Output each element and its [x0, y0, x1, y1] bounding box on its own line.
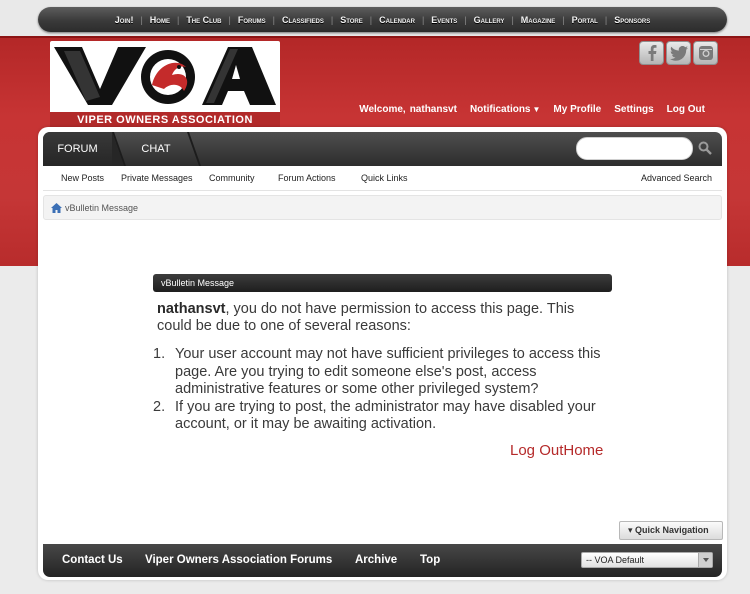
tab-chat[interactable]: CHAT: [141, 143, 171, 155]
site-logo[interactable]: [50, 41, 280, 128]
topnav-separator: |: [464, 14, 467, 25]
message-home-link[interactable]: Home: [563, 442, 604, 459]
tab-divider: [112, 132, 126, 166]
user-links: [359, 104, 705, 115]
list-item: [153, 399, 608, 434]
message-intro: [157, 301, 607, 335]
welcome-text: Welcome,: [359, 104, 406, 115]
notifications-label: Notifications: [469, 104, 531, 115]
quick-navigation-label: Quick Navigation: [635, 525, 709, 535]
username-link[interactable]: nathansvt: [409, 104, 457, 115]
breadcrumb: [43, 195, 722, 220]
reason-number: 2.: [153, 398, 166, 415]
topnav-separator: |: [272, 14, 276, 25]
facebook-icon[interactable]: [639, 41, 664, 65]
message-intro-text: , you do not have permission to access this page. This could be due to one of several reasons:: [157, 301, 575, 334]
topnav-sponsors[interactable]: Sponsors: [614, 14, 651, 25]
topnav-forums[interactable]: Forums: [237, 14, 266, 25]
instagram-icon[interactable]: [693, 41, 718, 65]
logo-tagline: VIPER OWNERS ASSOCIATION: [50, 112, 280, 128]
footer-bar: [43, 544, 722, 577]
social-icons: [637, 41, 718, 65]
subnav-new-posts[interactable]: New Posts: [61, 173, 105, 183]
reason-text: If you are trying to post, the administrator may have disabled your account, or it may be awaiting activation.: [175, 398, 596, 433]
home-icon[interactable]: [51, 203, 62, 213]
chevron-down-icon: [698, 553, 712, 567]
style-select[interactable]: [581, 552, 713, 568]
reason-number: 1.: [153, 346, 166, 362]
reason-text: Your user account may not have sufficient privileges to access this page. Are you trying to edit someone else's post, access administrative features or some other privileged system?: [175, 346, 601, 398]
topnav-separator: |: [176, 14, 180, 25]
message-username: nathansvt: [157, 301, 226, 317]
subnav-community[interactable]: Community: [209, 173, 255, 183]
search-icon[interactable]: [698, 141, 712, 155]
topnav-join[interactable]: Join!: [114, 14, 134, 25]
settings-link[interactable]: Settings: [614, 104, 654, 115]
topnav-store[interactable]: Store: [340, 14, 363, 25]
footer-contact-us[interactable]: Contact Us: [62, 554, 123, 566]
topnav-separator: |: [228, 14, 231, 25]
breadcrumb-current: vBulletin Message: [65, 203, 139, 213]
topnav-events[interactable]: Events: [431, 14, 458, 25]
topnav-home[interactable]: Home: [149, 14, 170, 25]
top-navigation: [38, 7, 727, 32]
caret-down-icon: ▾: [628, 525, 633, 535]
topnav-gallery[interactable]: Gallery: [473, 14, 505, 25]
topnav-separator: |: [140, 14, 143, 25]
footer-top[interactable]: Top: [420, 554, 441, 566]
reason-list: [153, 346, 608, 434]
log-out-link[interactable]: Log Out: [666, 104, 705, 115]
sub-navigation: [43, 166, 722, 191]
advanced-search-link[interactable]: Advanced Search: [641, 173, 713, 183]
logo-letters: [52, 43, 278, 109]
topnav-separator: |: [330, 14, 334, 25]
chevron-down-icon: ▼: [532, 105, 541, 114]
tab-forum[interactable]: FORUM: [43, 132, 112, 166]
message-log-out-link[interactable]: Log Out: [510, 442, 564, 459]
topnav-the-club[interactable]: The Club: [186, 14, 222, 25]
topnav-separator: |: [421, 14, 425, 25]
topnav-separator: |: [604, 14, 608, 25]
topnav-portal[interactable]: Portal: [571, 14, 598, 25]
quick-navigation-button[interactable]: [619, 521, 723, 540]
topnav-magazine[interactable]: Magazine: [520, 14, 556, 25]
message-links: [510, 442, 603, 459]
topnav-calendar[interactable]: Calendar: [379, 14, 415, 25]
twitter-icon[interactable]: [666, 41, 691, 65]
topnav-separator: |: [369, 14, 373, 25]
tab-divider: [187, 132, 201, 166]
my-profile-link[interactable]: My Profile: [553, 104, 602, 115]
footer-forums-home[interactable]: Viper Owners Association Forums: [145, 554, 333, 566]
topnav-separator: |: [562, 14, 565, 25]
topnav-classifieds[interactable]: Classifieds: [282, 14, 324, 25]
message-header: vBulletin Message: [153, 274, 612, 292]
subnav-forum-actions[interactable]: Forum Actions: [278, 173, 336, 183]
subnav-private-messages[interactable]: Private Messages: [121, 173, 193, 183]
main-navbar: [43, 132, 722, 166]
list-item: [153, 346, 608, 399]
footer-archive[interactable]: Archive: [355, 554, 398, 566]
subnav-quick-links[interactable]: Quick Links: [361, 173, 408, 183]
style-select-value: -- VOA Default: [586, 555, 645, 565]
notifications-menu[interactable]: [470, 104, 540, 115]
topnav-separator: |: [511, 14, 514, 25]
search-input[interactable]: [576, 137, 693, 160]
